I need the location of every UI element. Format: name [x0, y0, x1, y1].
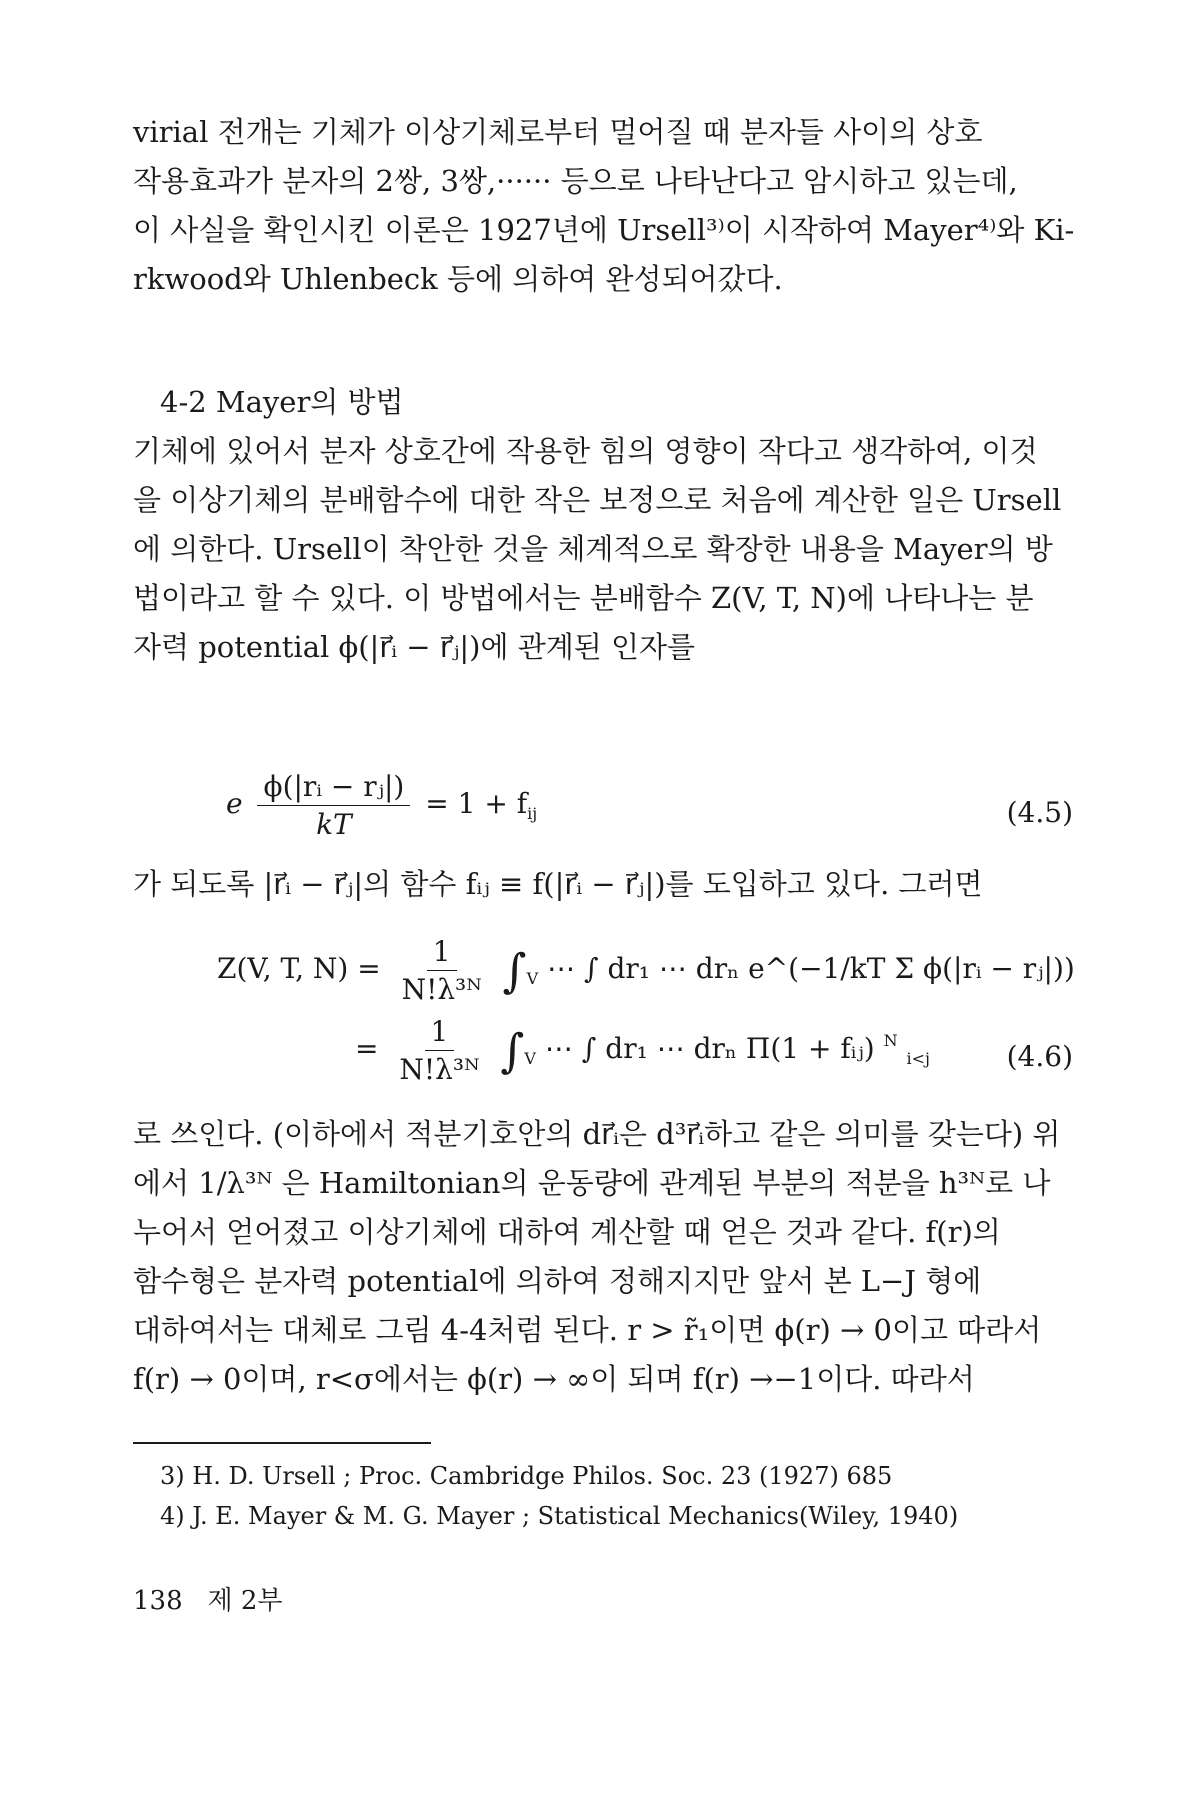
fraction-numerator: 1 — [425, 1015, 455, 1051]
exp-base: e — [226, 787, 243, 820]
fraction-denominator: N!λ³ᴺ — [401, 973, 482, 1006]
page-footer — [133, 1580, 282, 1617]
fraction-denominator: N!λ³ᴺ — [399, 1053, 480, 1086]
integral-domain: V — [524, 1049, 536, 1068]
text-line: 이 사실을 확인시킨 이론은 1927년에 Ursell³⁾이 시작하여 Mayer⁴⁾와 Ki- — [133, 213, 1075, 247]
paragraph-mayer-method — [133, 427, 1073, 672]
page-number: 138 — [133, 1586, 183, 1616]
equation-4-6-line2 — [355, 1015, 930, 1086]
equation-4-5 — [226, 770, 537, 841]
product-upper-limit: N — [883, 1031, 898, 1050]
part-label: 제 2부 — [207, 1586, 283, 1616]
text-line: 작용효과가 분자의 2쌍, 3쌍,······ 등으로 나타난다고 암시하고 있는데, — [133, 164, 1018, 198]
text-line: 을 이상기체의 분배함수에 대한 작은 보정으로 처음에 계산한 일은 Ursell — [133, 483, 1062, 517]
integral-domain: V — [526, 969, 539, 988]
text-line: 에 의한다. Ursell이 착안한 것을 체계적으로 확장한 내용을 Mayer의 방 — [133, 532, 1053, 566]
text-line: 함수형은 분자력 potential에 의하여 정해지지만 앞서 본 L−J 형에 — [133, 1264, 982, 1298]
text-line: 대하여서는 대체로 그림 4-4처럼 된다. r > r̃₁이면 ϕ(r) → 0이고 따라서 — [133, 1313, 1042, 1347]
text-line: 자력 potential ϕ(|r⃗ᵢ − r⃗ⱼ|)에 관계된 인자를 — [133, 630, 696, 664]
equation-4-6-line1 — [217, 935, 1075, 1006]
integral-sign: ∫ — [500, 1023, 525, 1078]
paragraph-after-4-5 — [133, 860, 1073, 909]
integrand: ⋯ ∫ dr₁ ⋯ drₙ e^(−1/kT Σ ϕ(|rᵢ − rⱼ|)) — [547, 952, 1075, 985]
equation-number: (4.6) — [1006, 1040, 1073, 1073]
footnote-4: 4) J. E. Mayer & M. G. Mayer ; Statistical Mechanics(Wiley, 1940) — [160, 1502, 959, 1530]
section-heading: 4-2 Mayer의 방법 — [160, 385, 404, 419]
text-line: 누어서 얻어졌고 이상기체에 대하여 계산할 때 얻은 것과 같다. f(r)의 — [133, 1215, 1001, 1249]
text-line: f(r) → 0이며, r<σ에서는 ϕ(r) → ∞이 되며 f(r) →−1이다. 따라서 — [133, 1362, 975, 1396]
equals-sign: = — [355, 1032, 379, 1065]
footnote-3: 3) H. D. Ursell ; Proc. Cambridge Philos. Soc. 23 (1927) 685 — [160, 1462, 893, 1490]
equation-number: (4.5) — [1006, 796, 1073, 829]
prefactor-fraction — [396, 935, 488, 1006]
footnote-divider — [133, 1442, 431, 1444]
fraction-numerator: 1 — [427, 935, 457, 971]
fraction-denominator: kT — [316, 808, 352, 841]
equation-lhs: Z(V, T, N) = — [217, 952, 381, 985]
integral-sign: ∫ — [502, 943, 527, 998]
paragraph-explanation — [133, 1110, 1073, 1404]
text-line: 가 되도록 |r⃗ᵢ − r⃗ⱼ|의 함수 fᵢⱼ ≡ f(|r⃗ᵢ − r⃗ⱼ|)를 도입하고 있다. 그러면 — [133, 867, 983, 901]
exponent-fraction — [257, 770, 410, 841]
equation-rhs: = $1 + f_{ij}$ — [425, 787, 538, 823]
prefactor-fraction — [393, 1015, 485, 1086]
product-lower-limit: i<j — [906, 1049, 930, 1068]
text-line: 에서 1/λ³ᴺ 은 Hamiltonian의 운동량에 관계된 부분의 적분을 h³ᴺ로 나 — [133, 1166, 1051, 1200]
integrand: ⋯ ∫ dr₁ ⋯ drₙ Π(1 + fᵢⱼ) — [544, 1032, 875, 1065]
text-line: rkwood와 Uhlenbeck 등에 의하여 완성되어갔다. — [133, 262, 783, 296]
text-line: 기체에 있어서 분자 상호간에 작용한 힘의 영향이 작다고 생각하여, 이것 — [133, 434, 1038, 468]
text-line: virial 전개는 기체가 이상기체로부터 멀어질 때 분자들 사이의 상호 — [133, 115, 983, 149]
fraction-numerator: ϕ(|rᵢ − rⱼ|) — [257, 770, 410, 806]
text-line: 법이라고 할 수 있다. 이 방법에서는 분배함수 Z(V, T, N)에 나타나는 분 — [133, 581, 1034, 615]
text-line: 로 쓰인다. (이하에서 적분기호안의 dr⃗ᵢ은 d³r⃗ᵢ하고 같은 의미를 갖는다) 위 — [133, 1117, 1061, 1151]
paragraph-virial — [133, 108, 1073, 304]
